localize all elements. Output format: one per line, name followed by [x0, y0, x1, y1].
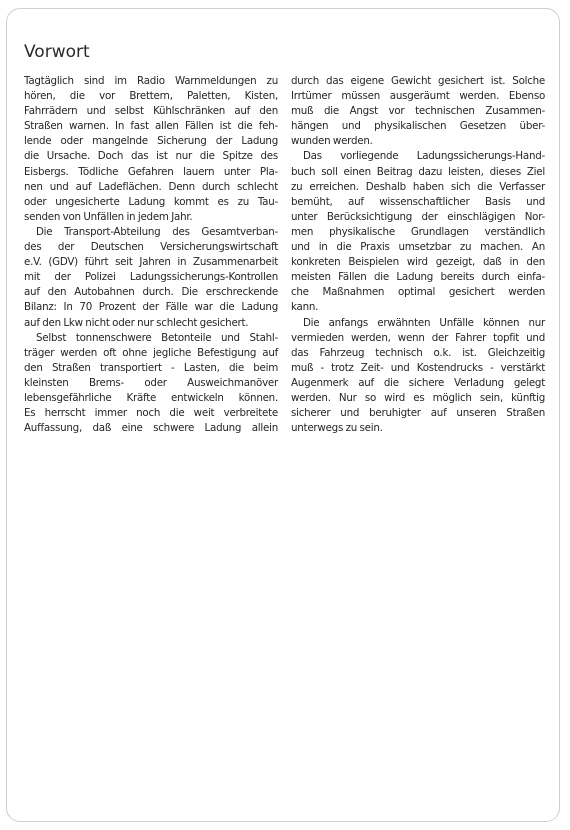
paragraph-1 — [24, 74, 278, 225]
text-line: kleinsten Brems- oder Ausweichmanöver — [24, 376, 278, 389]
text-line: senden von Unfällen in jedem Jahr. — [24, 210, 193, 223]
text-line: durch das eigene Gewicht gesichert ist. Solche — [291, 75, 545, 87]
text-line: men physikalische Grundlagen verständlich — [291, 225, 545, 238]
text-line: Bilanz: In 70 Prozent der Fälle war die Ladung — [24, 301, 278, 314]
text-line: die Ursache. Doch das ist nur die Spitze des — [24, 150, 278, 163]
text-line: kann. — [291, 301, 319, 314]
text-line: konkreten Beispielen wird gezeigt, daß in den — [291, 256, 545, 269]
paragraph-4 — [291, 74, 545, 149]
page-title: Vorwort — [24, 42, 90, 62]
text-line: meisten Fällen die Ladung bereits durch einfa- — [291, 271, 545, 284]
text-line: lebensgefährliche Kräfte entwickeln können. — [24, 391, 278, 404]
text-line: muß die Angst vor technischen Zusammen- — [291, 105, 545, 118]
text-line: che Maßnahmen optimal gesichert werden — [291, 286, 545, 299]
text-line: Irrtümer müssen ausgeräumt werden. Ebenso — [291, 90, 545, 103]
text-line: Straßen warnen. In fast allen Fällen ist die feh- — [24, 120, 278, 133]
text-line: das Fahrzeug technisch o.k. ist. Gleichzeitig — [291, 346, 545, 359]
paragraph-3 — [24, 331, 278, 437]
text-line: auf den Lkw nicht oder nur schlecht gesichert. — [24, 316, 249, 329]
paragraph-5 — [291, 149, 545, 315]
text-line: Die anfangs erwähnten Unfälle können nur — [303, 316, 545, 329]
text-line: werden. Nur so wird es möglich sein, künftig — [291, 391, 545, 404]
text-line: Auffassung, daß eine schwere Ladung allein — [24, 422, 278, 435]
paragraph-6 — [291, 316, 545, 437]
text-line: Es herrscht immer noch die weit verbreitete — [24, 407, 278, 420]
text-line: wunden werden. — [291, 135, 373, 148]
text-line: unter Berücksichtigung der einschlägigen Nor- — [291, 210, 545, 223]
text-line: den Straßen transportiert - Lasten, die beim — [24, 361, 278, 374]
text-line: unterwegs zu sein. — [291, 422, 383, 435]
text-line: des der Deutschen Versicherungswirtschaft — [24, 241, 278, 254]
text-line: und in die Praxis umsetzbar zu machen. An — [291, 241, 545, 254]
text-line: nen und auf Ladeflächen. Denn durch schlecht — [24, 180, 278, 193]
text-line: Fahrrädern und selbst Kühlschränken auf den — [24, 105, 278, 118]
text-line: Tagtäglich sind im Radio Warnmeldungen zu — [24, 75, 278, 87]
text-line: muß - trotz Zeit- und Kostendrucks - verstärkt — [291, 361, 545, 374]
text-line: hören, die vor Brettern, Paletten, Kisten, — [24, 90, 278, 103]
text-line: oder ungesicherte Ladung kommt es zu Tau- — [24, 195, 278, 208]
text-line: auf den Autobahnen durch. Die erschreckende — [24, 286, 278, 299]
text-line: Selbst tonnenschwere Betonteile und Stahl- — [36, 331, 278, 344]
text-line: Augenmerk auf die sichere Verladung gelegt — [291, 376, 545, 389]
text-line: bemüht, auf wissenschaftlicher Basis und — [291, 195, 545, 208]
text-line: sicherer und beruhigter auf unseren Straßen — [291, 407, 545, 420]
text-line: buch soll einen Beitrag dazu leisten, dieses Ziel — [291, 165, 545, 178]
left-column — [24, 74, 278, 436]
text-line: zu erreichen. Deshalb haben sich die Verfasser — [291, 180, 545, 193]
paragraph-2 — [24, 225, 278, 331]
text-line: Eisbergs. Tödliche Gefahren lauern unter Pla- — [24, 165, 278, 178]
text-line: Das vorliegende Ladungssicherungs-Hand- — [303, 150, 545, 163]
right-column — [291, 74, 545, 436]
text-line: träger werden oft ohne jegliche Befestigung auf — [24, 346, 278, 359]
text-line: vermieden werden, wenn der Fahrer topfit und — [291, 331, 545, 344]
text-line: Die Transport-Abteilung des Gesamtverban- — [36, 225, 278, 238]
text-line: mit der Polizei Ladungssicherungs-Kontrollen — [24, 271, 278, 284]
text-line: e.V. (GDV) führt seit Jahren in Zusammenarbeit — [24, 256, 278, 269]
text-line: hängen und physikalischen Gesetzen über- — [291, 120, 545, 133]
text-line: lende oder mangelnde Sicherung der Ladung — [24, 135, 278, 148]
